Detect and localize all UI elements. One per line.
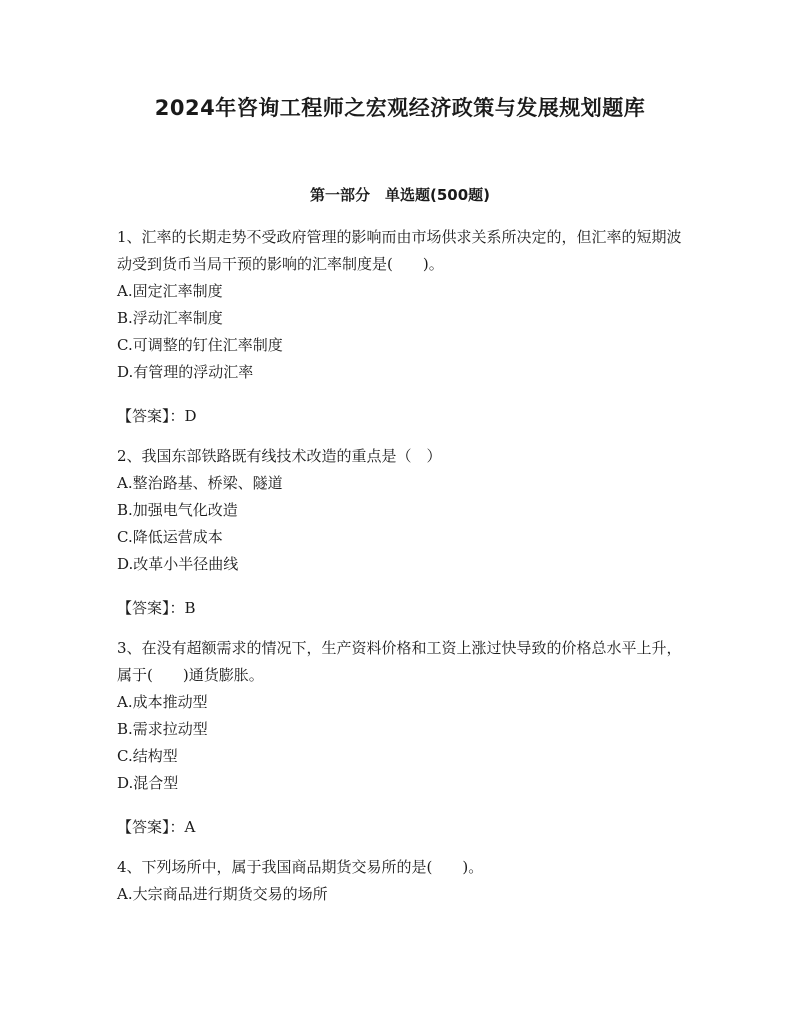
answer-line	[117, 403, 687, 430]
option-d: D.改革小半径曲线	[117, 555, 239, 573]
option-b: B.浮动汇率制度	[117, 309, 223, 327]
option-c: C.结构型	[117, 747, 178, 765]
question-stem: 1、汇率的长期走势不受政府管理的影响而由市场供求关系所决定的，但汇率的短期波动受到货币当局干预的影响的汇率制度是( )。	[117, 228, 682, 273]
option-d: D.混合型	[117, 774, 179, 792]
answer-line	[117, 595, 687, 622]
question-stem: 3、在没有超额需求的情况下，生产资料价格和工资上涨过快导致的价格总水平上升，属于( )通货膨胀。	[117, 639, 682, 684]
section-title: 第一部分 单选题(500题)	[309, 186, 491, 204]
answer-line	[117, 814, 687, 841]
option-d: D.有管理的浮动汇率	[117, 363, 254, 381]
answer-value: A	[184, 818, 196, 836]
option-b: B.加强电气化改造	[117, 501, 238, 519]
option-a: A.成本推动型	[117, 693, 208, 711]
question-1	[117, 224, 687, 430]
question-2	[117, 443, 687, 622]
question-stem: 4、下列场所中，属于我国商品期货交易所的是( )。	[117, 858, 484, 876]
question-3	[117, 635, 687, 841]
answer-label: 【答案】：	[117, 599, 185, 617]
answer-value: D	[184, 407, 197, 425]
option-a: A.整治路基、桥梁、隧道	[117, 474, 283, 492]
document-title: 2024年咨询工程师之宏观经济政策与发展规划题库	[154, 96, 646, 120]
question-stem: 2、我国东部铁路既有线技术改造的重点是（ ）	[117, 447, 442, 465]
option-a: A.固定汇率制度	[117, 282, 223, 300]
option-b: B.需求拉动型	[117, 720, 208, 738]
option-c: C.降低运营成本	[117, 528, 223, 546]
option-a: A.大宗商品进行期货交易的场所	[117, 885, 328, 903]
answer-label: 【答案】：	[117, 407, 185, 425]
answer-label: 【答案】：	[117, 818, 185, 836]
question-4	[117, 854, 687, 908]
answer-value: B	[184, 599, 196, 617]
question-list	[117, 224, 687, 908]
option-c: C.可调整的钉住汇率制度	[117, 336, 283, 354]
